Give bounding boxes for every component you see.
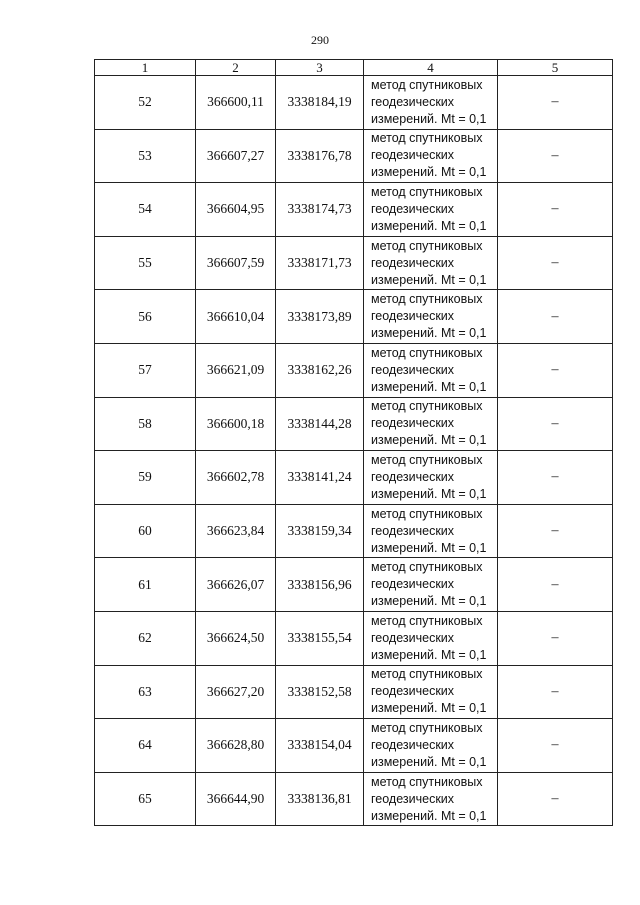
note-cell: – — [498, 76, 613, 130]
method-line: метод спутниковых — [371, 667, 483, 682]
coordinate-x-cell: 366600,11 — [196, 76, 276, 130]
coordinate-y-cell: 3338156,96 — [276, 558, 364, 612]
method-line: геодезических — [371, 362, 455, 377]
note-cell: – — [498, 665, 613, 719]
method-cell — [364, 558, 498, 612]
table-header — [95, 60, 613, 76]
coordinate-x-cell: 366623,84 — [196, 504, 276, 558]
method-cell — [364, 183, 498, 237]
coordinate-y-cell: 3338184,19 — [276, 76, 364, 130]
coordinate-y-cell: 3338141,24 — [276, 451, 364, 505]
table-row — [95, 129, 613, 183]
table-row — [95, 504, 613, 558]
table-row — [95, 719, 613, 773]
table-row — [95, 397, 613, 451]
method-line: геодезических — [371, 630, 455, 645]
method-cell — [364, 772, 498, 826]
method-line: метод спутниковых — [371, 399, 483, 414]
method-line: геодезических — [371, 469, 455, 484]
method-cell — [364, 504, 498, 558]
point-number-cell: 58 — [95, 397, 196, 451]
coordinates-table — [94, 59, 613, 826]
method-cell — [364, 290, 498, 344]
method-line: метод спутниковых — [371, 506, 483, 521]
note-cell: – — [498, 129, 613, 183]
coordinate-y-cell: 3338173,89 — [276, 290, 364, 344]
method-line: метод спутниковых — [371, 560, 483, 575]
point-number-cell: 63 — [95, 665, 196, 719]
method-cell — [364, 719, 498, 773]
method-line: метод спутниковых — [371, 613, 483, 628]
method-line: измерений. Mt = 0,1 — [371, 701, 487, 716]
table-row — [95, 76, 613, 130]
point-number-cell: 59 — [95, 451, 196, 505]
coordinate-x-cell: 366626,07 — [196, 558, 276, 612]
note-cell: – — [498, 183, 613, 237]
method-line: геодезических — [371, 523, 455, 538]
coordinate-x-cell: 366610,04 — [196, 290, 276, 344]
note-cell: – — [498, 451, 613, 505]
note-cell: – — [498, 772, 613, 826]
table-row — [95, 772, 613, 826]
coordinate-x-cell: 366604,95 — [196, 183, 276, 237]
note-cell: – — [498, 504, 613, 558]
method-line: измерений. Mt = 0,1 — [371, 540, 487, 555]
method-line: геодезических — [371, 255, 455, 270]
coordinate-y-cell: 3338174,73 — [276, 183, 364, 237]
method-line: измерений. Mt = 0,1 — [371, 326, 487, 341]
coordinate-x-cell: 366628,80 — [196, 719, 276, 773]
method-line: метод спутниковых — [371, 452, 483, 467]
method-cell — [364, 343, 498, 397]
method-line: измерений. Mt = 0,1 — [371, 486, 487, 501]
coordinate-x-cell: 366621,09 — [196, 343, 276, 397]
method-line: метод спутниковых — [371, 720, 483, 735]
method-line: измерений. Mt = 0,1 — [371, 272, 487, 287]
method-cell — [364, 665, 498, 719]
header-col-3: 3 — [276, 60, 364, 76]
method-line: геодезических — [371, 577, 455, 592]
point-number-cell: 53 — [95, 129, 196, 183]
method-cell — [364, 129, 498, 183]
table-row — [95, 558, 613, 612]
coordinate-y-cell: 3338152,58 — [276, 665, 364, 719]
table-body — [95, 76, 613, 826]
coordinate-x-cell: 366627,20 — [196, 665, 276, 719]
header-col-5: 5 — [498, 60, 613, 76]
method-cell — [364, 611, 498, 665]
point-number-cell: 61 — [95, 558, 196, 612]
method-line: геодезических — [371, 791, 455, 806]
table-row — [95, 183, 613, 237]
method-line: метод спутниковых — [371, 292, 483, 307]
method-line: измерений. Mt = 0,1 — [371, 379, 487, 394]
method-line: геодезических — [371, 309, 455, 324]
point-number-cell: 52 — [95, 76, 196, 130]
note-cell: – — [498, 290, 613, 344]
method-line: метод спутниковых — [371, 238, 483, 253]
point-number-cell: 65 — [95, 772, 196, 826]
method-line: геодезических — [371, 737, 455, 752]
method-line: геодезических — [371, 684, 455, 699]
method-line: геодезических — [371, 201, 455, 216]
point-number-cell: 55 — [95, 236, 196, 290]
method-line: геодезических — [371, 148, 455, 163]
method-cell — [364, 76, 498, 130]
point-number-cell: 56 — [95, 290, 196, 344]
table-row — [95, 451, 613, 505]
coordinate-x-cell: 366607,27 — [196, 129, 276, 183]
coordinate-y-cell: 3338154,04 — [276, 719, 364, 773]
coordinate-x-cell: 366624,50 — [196, 611, 276, 665]
method-line: измерений. Mt = 0,1 — [371, 647, 487, 662]
page-number: 290 — [311, 33, 329, 47]
note-cell: – — [498, 397, 613, 451]
point-number-cell: 57 — [95, 343, 196, 397]
coordinate-y-cell: 3338162,26 — [276, 343, 364, 397]
note-cell: – — [498, 719, 613, 773]
note-cell: – — [498, 236, 613, 290]
method-line: измерений. Mt = 0,1 — [371, 433, 487, 448]
method-line: геодезических — [371, 94, 455, 109]
table-row — [95, 236, 613, 290]
coordinate-x-cell: 366607,59 — [196, 236, 276, 290]
table-row — [95, 290, 613, 344]
method-line: метод спутниковых — [371, 184, 483, 199]
method-line: измерений. Mt = 0,1 — [371, 165, 487, 180]
method-cell — [364, 397, 498, 451]
point-number-cell: 64 — [95, 719, 196, 773]
coordinate-x-cell: 366644,90 — [196, 772, 276, 826]
method-line: метод спутниковых — [371, 774, 483, 789]
method-line: метод спутниковых — [371, 131, 483, 146]
header-col-1: 1 — [95, 60, 196, 76]
method-line: измерений. Mt = 0,1 — [371, 754, 487, 769]
coordinate-y-cell: 3338155,54 — [276, 611, 364, 665]
method-line: измерений. Mt = 0,1 — [371, 111, 487, 126]
point-number-cell: 60 — [95, 504, 196, 558]
coordinate-y-cell: 3338176,78 — [276, 129, 364, 183]
coordinate-y-cell: 3338144,28 — [276, 397, 364, 451]
note-cell: – — [498, 611, 613, 665]
method-cell — [364, 451, 498, 505]
coordinate-x-cell: 366602,78 — [196, 451, 276, 505]
point-number-cell: 54 — [95, 183, 196, 237]
coordinate-y-cell: 3338159,34 — [276, 504, 364, 558]
method-line: метод спутниковых — [371, 77, 483, 92]
note-cell: – — [498, 558, 613, 612]
coordinate-x-cell: 366600,18 — [196, 397, 276, 451]
method-line: геодезических — [371, 416, 455, 431]
header-col-4: 4 — [364, 60, 498, 76]
method-line: измерений. Mt = 0,1 — [371, 594, 487, 609]
coordinate-y-cell: 3338136,81 — [276, 772, 364, 826]
method-line: метод спутниковых — [371, 345, 483, 360]
table-row — [95, 665, 613, 719]
coordinate-y-cell: 3338171,73 — [276, 236, 364, 290]
header-col-2: 2 — [196, 60, 276, 76]
note-cell: – — [498, 343, 613, 397]
point-number-cell: 62 — [95, 611, 196, 665]
header-row — [95, 60, 613, 76]
method-cell — [364, 236, 498, 290]
table-row — [95, 343, 613, 397]
table-row — [95, 611, 613, 665]
method-line: измерений. Mt = 0,1 — [371, 808, 487, 823]
method-line: измерений. Mt = 0,1 — [371, 218, 487, 233]
